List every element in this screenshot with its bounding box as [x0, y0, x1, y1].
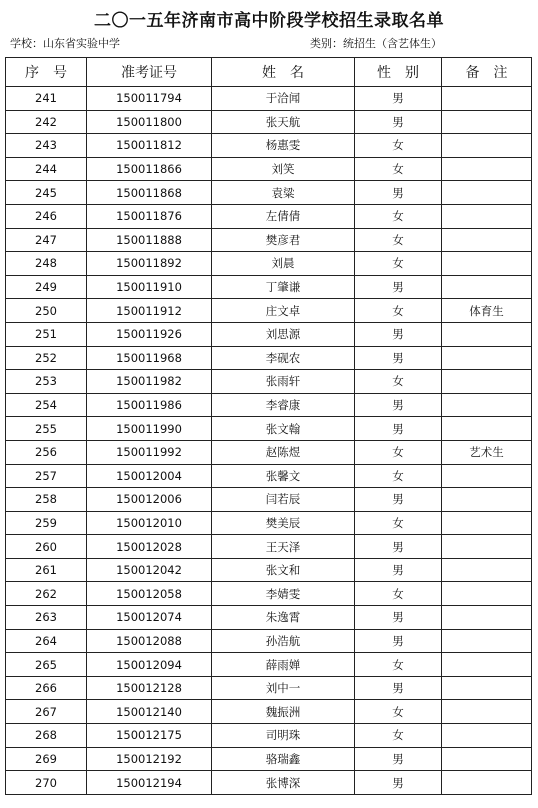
category-label: 类别：统招生（含艺体生） [310, 37, 442, 50]
cell-exam-id: 150011968 [87, 346, 212, 370]
cell-exam-id: 150011986 [87, 393, 212, 417]
cell-remarks [442, 252, 532, 276]
cell-name: 张博深 [212, 771, 355, 795]
table-row [6, 417, 532, 441]
header-name: 姓 名 [212, 58, 355, 87]
cell-name: 于洽闻 [212, 87, 355, 111]
cell-name: 骆瑞鑫 [212, 747, 355, 771]
cell-remarks [442, 181, 532, 205]
table-row [6, 653, 532, 677]
cell-exam-id: 150012128 [87, 676, 212, 700]
cell-name: 孙浩航 [212, 629, 355, 653]
cell-remarks [442, 488, 532, 512]
cell-remarks [442, 653, 532, 677]
cell-gender: 女 [355, 464, 442, 488]
cell-gender: 女 [355, 299, 442, 323]
cell-remarks [442, 417, 532, 441]
cell-exam-id: 150012058 [87, 582, 212, 606]
table-row [6, 700, 532, 724]
cell-remarks [442, 157, 532, 181]
cell-exam-id: 150012074 [87, 606, 212, 630]
cell-gender: 男 [355, 676, 442, 700]
header-exam-id: 准考证号 [87, 58, 212, 87]
cell-remarks [442, 511, 532, 535]
cell-number: 246 [6, 204, 87, 228]
header-gender: 性 别 [355, 58, 442, 87]
cell-remarks [442, 87, 532, 111]
cell-exam-id: 150012088 [87, 629, 212, 653]
cell-gender: 女 [355, 700, 442, 724]
cell-gender: 男 [355, 606, 442, 630]
cell-exam-id: 150011800 [87, 110, 212, 134]
cell-gender: 男 [355, 535, 442, 559]
cell-remarks [442, 700, 532, 724]
cell-number: 241 [6, 87, 87, 111]
cell-exam-id: 150011912 [87, 299, 212, 323]
cell-name: 刘思源 [212, 322, 355, 346]
table-row [6, 606, 532, 630]
cell-remarks [442, 464, 532, 488]
table-row [6, 440, 532, 464]
table-row [6, 771, 532, 795]
cell-exam-id: 150011794 [87, 87, 212, 111]
cell-remarks [442, 535, 532, 559]
table-row [6, 393, 532, 417]
cell-gender: 男 [355, 417, 442, 441]
cell-number: 248 [6, 252, 87, 276]
document-meta [10, 35, 528, 51]
cell-number: 259 [6, 511, 87, 535]
cell-number: 263 [6, 606, 87, 630]
cell-number: 270 [6, 771, 87, 795]
cell-gender: 女 [355, 157, 442, 181]
header-number: 序 号 [6, 58, 87, 87]
cell-name: 刘笑 [212, 157, 355, 181]
cell-remarks [442, 110, 532, 134]
cell-number: 245 [6, 181, 87, 205]
cell-number: 257 [6, 464, 87, 488]
cell-remarks [442, 346, 532, 370]
cell-name: 李婧雯 [212, 582, 355, 606]
cell-name: 庄文卓 [212, 299, 355, 323]
cell-number: 261 [6, 558, 87, 582]
cell-number: 244 [6, 157, 87, 181]
table-row [6, 747, 532, 771]
cell-remarks [442, 134, 532, 158]
cell-remarks: 体育生 [442, 299, 532, 323]
cell-name: 司明珠 [212, 724, 355, 748]
cell-number: 253 [6, 370, 87, 394]
table-row [6, 157, 532, 181]
cell-exam-id: 150011812 [87, 134, 212, 158]
cell-gender: 男 [355, 771, 442, 795]
table-row [6, 488, 532, 512]
table-row [6, 204, 532, 228]
table-row [6, 629, 532, 653]
cell-remarks [442, 558, 532, 582]
table-row [6, 676, 532, 700]
cell-gender: 男 [355, 87, 442, 111]
cell-remarks [442, 370, 532, 394]
cell-name: 杨惠雯 [212, 134, 355, 158]
cell-number: 254 [6, 393, 87, 417]
cell-remarks: 艺术生 [442, 440, 532, 464]
cell-number: 255 [6, 417, 87, 441]
cell-name: 张馨文 [212, 464, 355, 488]
cell-gender: 女 [355, 511, 442, 535]
cell-exam-id: 150012010 [87, 511, 212, 535]
cell-gender: 男 [355, 393, 442, 417]
cell-number: 256 [6, 440, 87, 464]
cell-name: 薛雨婵 [212, 653, 355, 677]
cell-name: 张文翰 [212, 417, 355, 441]
cell-remarks [442, 771, 532, 795]
cell-gender: 男 [355, 558, 442, 582]
cell-remarks [442, 629, 532, 653]
cell-name: 魏振洲 [212, 700, 355, 724]
cell-gender: 男 [355, 322, 442, 346]
cell-name: 李砚农 [212, 346, 355, 370]
cell-number: 258 [6, 488, 87, 512]
table-header-row [6, 58, 532, 87]
cell-remarks [442, 582, 532, 606]
cell-gender: 女 [355, 440, 442, 464]
cell-name: 樊美辰 [212, 511, 355, 535]
cell-number: 262 [6, 582, 87, 606]
cell-remarks [442, 747, 532, 771]
cell-exam-id: 150012004 [87, 464, 212, 488]
table-row [6, 582, 532, 606]
cell-exam-id: 150012006 [87, 488, 212, 512]
page-title: 二〇一五年济南市高中阶段学校招生录取名单 [94, 11, 444, 31]
table-row [6, 370, 532, 394]
cell-exam-id: 150012175 [87, 724, 212, 748]
cell-name: 袁粱 [212, 181, 355, 205]
table-body [6, 87, 532, 795]
table-row [6, 322, 532, 346]
table-row [6, 464, 532, 488]
table-row [6, 275, 532, 299]
cell-exam-id: 150011926 [87, 322, 212, 346]
table-row [6, 87, 532, 111]
cell-exam-id: 150012192 [87, 747, 212, 771]
table-row [6, 346, 532, 370]
cell-exam-id: 150012028 [87, 535, 212, 559]
cell-remarks [442, 228, 532, 252]
cell-remarks [442, 724, 532, 748]
cell-name: 张雨轩 [212, 370, 355, 394]
cell-number: 249 [6, 275, 87, 299]
table-row [6, 252, 532, 276]
table-row [6, 511, 532, 535]
cell-gender: 女 [355, 653, 442, 677]
cell-gender: 男 [355, 275, 442, 299]
cell-number: 265 [6, 653, 87, 677]
table-row [6, 724, 532, 748]
cell-number: 242 [6, 110, 87, 134]
cell-name: 张文和 [212, 558, 355, 582]
cell-number: 266 [6, 676, 87, 700]
table-row [6, 535, 532, 559]
cell-number: 269 [6, 747, 87, 771]
cell-name: 朱逸霄 [212, 606, 355, 630]
school-label: 学校：山东省实验中学 [10, 37, 120, 50]
cell-number: 243 [6, 134, 87, 158]
cell-exam-id: 150011982 [87, 370, 212, 394]
cell-gender: 男 [355, 629, 442, 653]
cell-remarks [442, 322, 532, 346]
cell-name: 闫若辰 [212, 488, 355, 512]
cell-exam-id: 150011910 [87, 275, 212, 299]
cell-remarks [442, 204, 532, 228]
cell-number: 251 [6, 322, 87, 346]
cell-number: 267 [6, 700, 87, 724]
cell-gender: 男 [355, 110, 442, 134]
cell-name: 张天航 [212, 110, 355, 134]
cell-gender: 男 [355, 488, 442, 512]
cell-gender: 女 [355, 252, 442, 276]
cell-remarks [442, 606, 532, 630]
cell-number: 260 [6, 535, 87, 559]
cell-name: 王天泽 [212, 535, 355, 559]
cell-exam-id: 150012140 [87, 700, 212, 724]
cell-exam-id: 150012094 [87, 653, 212, 677]
cell-gender: 女 [355, 204, 442, 228]
cell-remarks [442, 393, 532, 417]
table-row [6, 558, 532, 582]
cell-name: 刘中一 [212, 676, 355, 700]
cell-exam-id: 150011990 [87, 417, 212, 441]
header-remarks: 备 注 [442, 58, 532, 87]
cell-gender: 男 [355, 346, 442, 370]
table-row [6, 181, 532, 205]
cell-exam-id: 150011888 [87, 228, 212, 252]
cell-number: 247 [6, 228, 87, 252]
admission-table [5, 57, 532, 795]
cell-number: 264 [6, 629, 87, 653]
cell-exam-id: 150011866 [87, 157, 212, 181]
cell-name: 樊彦君 [212, 228, 355, 252]
cell-gender: 男 [355, 747, 442, 771]
cell-name: 左倩倩 [212, 204, 355, 228]
cell-gender: 男 [355, 181, 442, 205]
cell-exam-id: 150011892 [87, 252, 212, 276]
cell-gender: 女 [355, 582, 442, 606]
cell-gender: 女 [355, 724, 442, 748]
cell-exam-id: 150011992 [87, 440, 212, 464]
cell-gender: 女 [355, 134, 442, 158]
cell-exam-id: 150011868 [87, 181, 212, 205]
cell-number: 268 [6, 724, 87, 748]
cell-exam-id: 150012194 [87, 771, 212, 795]
table-row [6, 134, 532, 158]
table-row [6, 228, 532, 252]
cell-gender: 女 [355, 228, 442, 252]
cell-exam-id: 150012042 [87, 558, 212, 582]
cell-name: 刘晨 [212, 252, 355, 276]
cell-name: 李睿康 [212, 393, 355, 417]
cell-number: 252 [6, 346, 87, 370]
cell-name: 丁肇谦 [212, 275, 355, 299]
cell-number: 250 [6, 299, 87, 323]
table-row [6, 110, 532, 134]
cell-gender: 女 [355, 370, 442, 394]
table-row [6, 299, 532, 323]
cell-remarks [442, 676, 532, 700]
cell-exam-id: 150011876 [87, 204, 212, 228]
cell-remarks [442, 275, 532, 299]
cell-name: 赵陈煜 [212, 440, 355, 464]
